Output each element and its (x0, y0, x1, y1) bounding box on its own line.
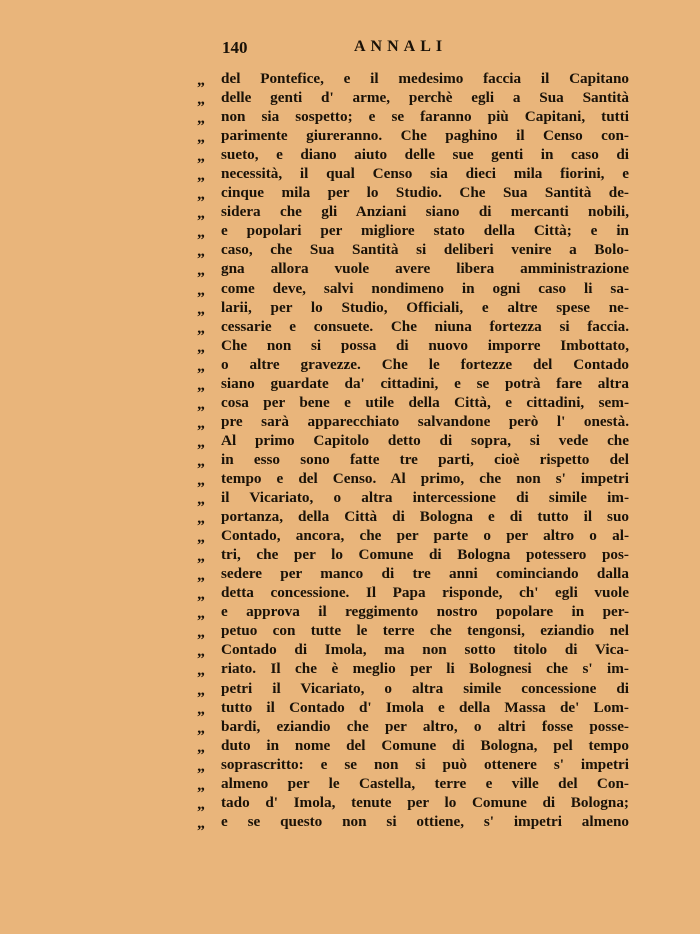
line-text: delle genti d' arme, perchè egli a Sua Santità (221, 89, 629, 107)
text-line (197, 583, 629, 602)
line-text: cessarie e consuete. Che niuna fortezza si faccia. (221, 317, 629, 335)
line-text: in esso sono fatte tre parti, cioè rispetto del (221, 450, 629, 468)
line-text: o altre gravezze. Che le fortezze del Contado (221, 355, 629, 373)
line-text: portanza, della Città di Bologna e di tutto il suo (221, 508, 629, 526)
quotation-mark: „ (197, 662, 205, 680)
line-text: il Vicariato, o altra intercessione di simile im- (221, 489, 629, 507)
quotation-mark: „ (197, 624, 205, 642)
text-line (197, 202, 629, 221)
quotation-mark: „ (197, 471, 205, 489)
quotation-mark: „ (197, 548, 205, 566)
line-text: petri il Vicariato, o altra simile concessione di (221, 679, 629, 697)
text-line (197, 431, 629, 450)
quotation-mark: „ (197, 224, 205, 242)
line-text: necessità, il qual Censo sia dieci mila fiorini, e (221, 165, 629, 183)
text-line (197, 755, 629, 774)
text-line (197, 259, 629, 278)
line-text: soprascritto: e se non si può ottenere s' impetri (221, 755, 629, 773)
line-text: parimente giureranno. Che paghino il Censo con- (221, 127, 629, 145)
line-text: e se questo non si ottiene, s' impetri almeno (221, 812, 629, 830)
quotation-mark: „ (197, 205, 205, 223)
quotation-mark: „ (197, 319, 205, 337)
line-text: Contado, ancora, che per parte o per altro o al- (221, 527, 629, 545)
line-text: Che non si possa di nuovo imporre Imbottato, (221, 336, 629, 354)
line-text: sueto, e diano aiuto delle sue genti in caso di (221, 146, 629, 164)
quotation-mark: „ (197, 586, 205, 604)
quotation-mark: „ (197, 357, 205, 375)
text-line (197, 545, 629, 564)
quotation-mark: „ (197, 186, 205, 204)
text-line (197, 640, 629, 659)
text-line (197, 183, 629, 202)
quotation-mark: „ (197, 776, 205, 794)
text-line (197, 279, 629, 298)
text-line (197, 126, 629, 145)
quotation-mark: „ (197, 338, 205, 356)
text-line (197, 298, 629, 317)
quotation-mark: „ (197, 281, 205, 299)
text-line (197, 621, 629, 640)
text-line (197, 69, 629, 88)
line-text: riato. Il che è meglio per li Bolognesi che s' im- (221, 660, 629, 678)
text-line (197, 88, 629, 107)
text-line (197, 336, 629, 355)
text-line (197, 602, 629, 621)
text-line (197, 679, 629, 698)
quotation-mark: „ (197, 167, 205, 185)
quotation-mark: „ (197, 700, 205, 718)
text-line (197, 240, 629, 259)
quotation-mark: „ (197, 738, 205, 756)
running-head (222, 38, 470, 58)
quotation-mark: „ (197, 643, 205, 661)
text-line (197, 507, 629, 526)
quotation-mark: „ (197, 262, 205, 280)
quotation-mark: „ (197, 529, 205, 547)
text-line (197, 221, 629, 240)
quotation-mark: „ (197, 510, 205, 528)
line-text: pre sarà apparecchiato salvandone però l' onestà. (221, 412, 629, 430)
line-text: non sia sospetto; e se faranno più Capitani, tutti (221, 108, 629, 126)
quotation-mark: „ (197, 129, 205, 147)
text-line (197, 488, 629, 507)
page-number: 140 (222, 38, 248, 57)
line-text: Contado di Imola, ma non sotto titolo di Vica- (221, 641, 629, 659)
text-line (197, 450, 629, 469)
line-text: e popolari per migliore stato della Città; e in (221, 222, 629, 240)
quotation-mark: „ (197, 414, 205, 432)
text-line (197, 107, 629, 126)
line-text: sidera che gli Anziani siano di mercanti nobili, (221, 203, 629, 221)
line-text: almeno per le Castella, terre e ville del Con- (221, 774, 629, 792)
text-line (197, 393, 629, 412)
line-text: cosa per bene e utile della Città, e cittadini, sem- (221, 393, 629, 411)
line-text: tado d' Imola, tenute per lo Comune di Bologna; (221, 793, 629, 811)
text-line (197, 145, 629, 164)
line-text: tri, che per lo Comune di Bologna potessero pos- (221, 546, 629, 564)
text-line (197, 793, 629, 812)
text-line (197, 412, 629, 431)
quotation-mark: „ (197, 91, 205, 109)
text-line (197, 812, 629, 831)
quotation-mark: „ (197, 72, 205, 89)
line-text: sedere per manco di tre anni cominciando dalla (221, 565, 629, 583)
line-text: caso, che Sua Santità si deliberi venire a Bolo- (221, 241, 629, 259)
text-line (197, 317, 629, 336)
quotation-mark: „ (197, 300, 205, 318)
text-line (197, 717, 629, 736)
text-line (197, 564, 629, 583)
line-text: tutto il Contado d' Imola e della Massa de' Lom- (221, 698, 629, 716)
quotation-mark: „ (197, 148, 205, 166)
text-line (197, 164, 629, 183)
quotation-mark: „ (197, 795, 205, 813)
text-line (197, 736, 629, 755)
line-text: come deve, salvi nondimeno in ogni caso li sa- (221, 279, 629, 297)
quotation-mark: „ (197, 395, 205, 413)
quotation-mark: „ (197, 243, 205, 261)
quotation-mark: „ (197, 110, 205, 128)
line-text: petuo con tutte le terre che tengonsi, eziandio nel (221, 622, 629, 640)
line-text: e approva il reggimento nostro popolare in per- (221, 603, 629, 621)
quotation-mark: „ (197, 567, 205, 585)
line-text: siano guardate da' cittadini, e se potrà fare altra (221, 374, 629, 392)
text-line (197, 374, 629, 393)
line-text: del Pontefice, e il medesimo faccia il Capitano (221, 70, 629, 87)
line-text: gna allora vuole avere libera amministrazione (221, 260, 629, 278)
quotation-mark: „ (197, 605, 205, 623)
text-line (197, 526, 629, 545)
quotation-mark: „ (197, 376, 205, 394)
quotation-mark: „ (197, 433, 205, 451)
line-text: detta concessione. Il Papa risponde, ch' egli vuole (221, 584, 629, 602)
running-title: ANNALI (354, 38, 448, 55)
text-line (197, 469, 629, 488)
text-line (197, 774, 629, 793)
quotation-mark: „ (197, 814, 205, 832)
text-line (197, 355, 629, 374)
quotation-mark: „ (197, 452, 205, 470)
line-text: tempo e del Censo. Al primo, che non s' impetri (221, 469, 629, 487)
quotation-mark: „ (197, 757, 205, 775)
text-line (197, 698, 629, 717)
line-text: bardi, eziandio che per altro, o altri fosse posse- (221, 717, 629, 735)
text-block (197, 69, 629, 831)
line-text: duto in nome del Comune di Bologna, pel tempo (221, 736, 629, 754)
quotation-mark: „ (197, 681, 205, 699)
line-text: larii, per lo Studio, Officiali, e altre spese ne- (221, 298, 629, 316)
quotation-mark: „ (197, 491, 205, 509)
line-text: Al primo Capitolo detto di sopra, si vede che (221, 431, 629, 449)
line-text: cinque mila per lo Studio. Che Sua Santità de- (221, 184, 629, 202)
text-line (197, 659, 629, 678)
quotation-mark: „ (197, 719, 205, 737)
